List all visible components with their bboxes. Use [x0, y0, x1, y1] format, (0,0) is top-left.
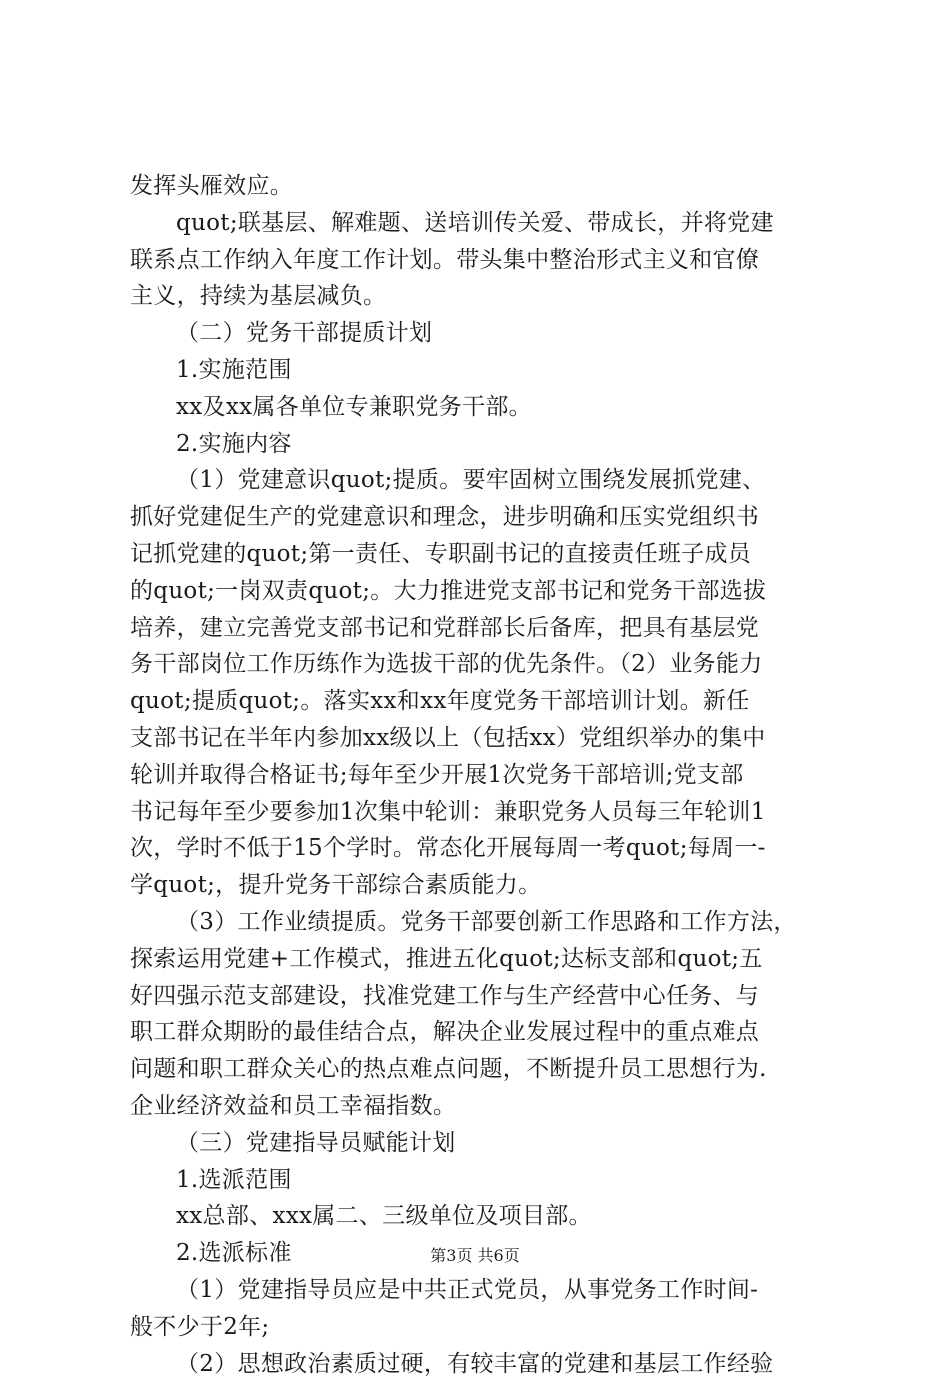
text-line: （1）党建指导员应是中共正式党员，从事党务工作时间-	[130, 1272, 830, 1309]
text-line: 好四强示范支部建设，找准党建工作与生产经营中心任务、与	[130, 978, 830, 1015]
text-line: （2）思想政治素质过硬，有较丰富的党建和基层工作经验	[130, 1346, 830, 1382]
text-line: 般不少于2年;	[130, 1309, 830, 1346]
text-line: 问题和职工群众关心的热点难点问题，不断提升员工思想行为.	[130, 1051, 830, 1088]
text-line: 支部书记在半年内参加xx级以上（包括xx）党组织举办的集中	[130, 720, 830, 757]
page-footer: 第3页 共6页	[0, 1243, 950, 1266]
text-line: 记抓党建的quot;第一责任、专职副书记的直接责任班子成员	[130, 536, 830, 573]
text-line: （二）党务干部提质计划	[130, 315, 830, 352]
text-line: 探索运用党建+工作模式，推进五化quot;达标支部和quot;五	[130, 941, 830, 978]
document-body	[130, 168, 830, 1382]
text-line: xx总部、xxx属二、三级单位及项目部。	[130, 1198, 830, 1235]
text-line: quot;联基层、解难题、送培训传关爱、带成长，并将党建	[130, 205, 830, 242]
text-line: 职工群众期盼的最佳结合点，解决企业发展过程中的重点难点	[130, 1014, 830, 1051]
text-line: 轮训并取得合格证书;每年至少开展1次党务干部培训;党支部	[130, 757, 830, 794]
text-line: 发挥头雁效应。	[130, 168, 830, 205]
text-line: 抓好党建促生产的党建意识和理念，进步明确和压实党组织书	[130, 499, 830, 536]
text-line: （三）党建指导员赋能计划	[130, 1125, 830, 1162]
text-line: 学quot;，提升党务干部综合素质能力。	[130, 867, 830, 904]
text-line: 书记每年至少要参加1次集中轮训：兼职党务人员每三年轮训1	[130, 794, 830, 831]
text-line: 2.选派标准	[130, 1235, 830, 1272]
text-line: quot;提质quot;。落实xx和xx年度党务干部培训计划。新任	[130, 683, 830, 720]
text-line: 联系点工作纳入年度工作计划。带头集中整治形式主义和官僚	[130, 242, 830, 279]
text-line: 培养，建立完善党支部书记和党群部长后备库，把具有基层党	[130, 610, 830, 647]
text-line: 1.实施范围	[130, 352, 830, 389]
text-line: 企业经济效益和员工幸福指数。	[130, 1088, 830, 1125]
text-line: 1.选派范围	[130, 1162, 830, 1199]
text-line: 的quot;一岗双责quot;。大力推进党支部书记和党务干部选拔	[130, 573, 830, 610]
text-line: 次，学时不低于15个学时。常态化开展每周一考quot;每周一-	[130, 830, 830, 867]
text-line: xx及xx属各单位专兼职党务干部。	[130, 389, 830, 426]
text-line: 务干部岗位工作历练作为选拔干部的优先条件。（2）业务能力	[130, 646, 830, 683]
text-line: 2.实施内容	[130, 426, 830, 463]
text-line: （1）党建意识quot;提质。要牢固树立围绕发展抓党建、	[130, 462, 830, 499]
text-line: （3）工作业绩提质。党务干部要创新工作思路和工作方法，	[130, 904, 830, 941]
text-line: 主义，持续为基层减负。	[130, 278, 830, 315]
